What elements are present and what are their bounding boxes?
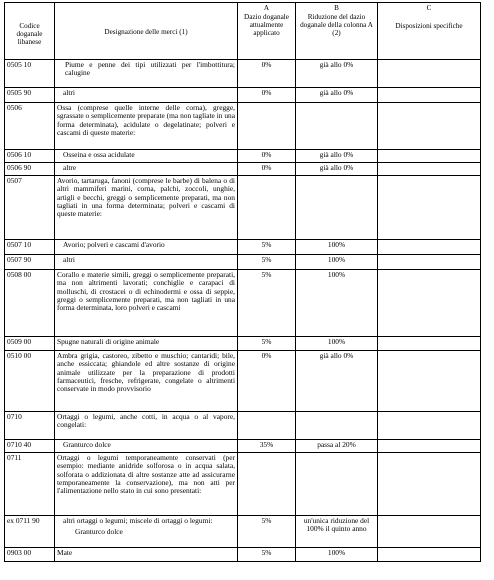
- row-description: Ortaggi o legumi, anche cotti, in acqua o al vapore, congelati:: [55, 412, 238, 440]
- row-col-c: [378, 240, 481, 255]
- row-col-c: [378, 516, 481, 548]
- row-col-a: [238, 412, 296, 440]
- row-col-b: già allo 0%: [296, 88, 378, 103]
- table-row: [5, 176, 481, 240]
- row-col-c: [378, 88, 481, 103]
- tariff-table: [4, 2, 481, 562]
- table-row: [5, 440, 481, 453]
- row-description: Granturco dolce: [55, 440, 238, 453]
- row-col-a: [238, 176, 296, 240]
- row-code: 0711: [5, 453, 55, 516]
- row-col-b: passa al 20%: [296, 440, 378, 453]
- row-code: 0505 90: [5, 88, 55, 103]
- row-col-b: [296, 453, 378, 516]
- header-col-c: C Disposizioni specifiche: [378, 3, 481, 60]
- row-col-b: 100%: [296, 337, 378, 351]
- row-col-c: [378, 176, 481, 240]
- row-col-c: [378, 453, 481, 516]
- row-description-main: altri ortaggi o legumi; miscele di ortaggi o legumi:: [63, 516, 213, 525]
- row-col-a: 0%: [238, 88, 296, 103]
- table-row: [5, 516, 481, 548]
- row-code: 0509 00: [5, 337, 55, 351]
- row-col-b: [296, 103, 378, 150]
- table-row: [5, 163, 481, 176]
- row-col-b: 100%: [296, 240, 378, 255]
- table-row: [5, 255, 481, 270]
- row-description: Mate: [55, 548, 238, 562]
- row-description: Osseina e ossa acidulate: [55, 150, 238, 163]
- row-col-b: 100%: [296, 548, 378, 562]
- row-description: altri: [55, 88, 238, 103]
- row-description: Ossa (comprese quelle interne delle corna), gregge, sgrassate o semplicemente preparate (ma non tagliate in una forma determinata), acidulate o degelatinate; polveri e cascami di queste materie:: [55, 103, 238, 150]
- row-code: 0506 90: [5, 163, 55, 176]
- row-col-c: [378, 440, 481, 453]
- table-row: [5, 240, 481, 255]
- table-row: [5, 453, 481, 516]
- row-col-a: 5%: [238, 270, 296, 337]
- row-code: 0710: [5, 412, 55, 440]
- table-row: [5, 548, 481, 562]
- row-code: 0505 10: [5, 60, 55, 88]
- row-description: altri: [55, 255, 238, 270]
- row-col-a: 0%: [238, 351, 296, 412]
- table-row: [5, 337, 481, 351]
- table-row: [5, 103, 481, 150]
- row-col-c: [378, 255, 481, 270]
- header-row: [5, 3, 481, 60]
- row-col-c: [378, 163, 481, 176]
- row-col-a: 0%: [238, 150, 296, 163]
- row-col-c: [378, 548, 481, 562]
- table-row: [5, 150, 481, 163]
- row-description: Corallo e materie simili, greggi o semplicemente preparati, ma non altrimenti lavorati; conchiglie e carapaci di molluschi, di crostacei o di echinodermi e ossa di seppie, greggi o semplicemente preparati, ma non tagliati in una forma determinata, loro polveri e cascami: [55, 270, 238, 337]
- table-row: [5, 412, 481, 440]
- row-description: Spugne naturali di origine animale: [55, 337, 238, 351]
- row-description: Avorio, tartaruga, fanoni (comprese le barbe) di balena o di altri mammiferi marini, corna, palchi, zoccoli, unghie, artigli e becchi, greggi o semplicemente preparati, ma non tagliati in una forma determinata; polveri e cascami di queste materie:: [55, 176, 238, 240]
- row-description-sub: Granturco dolce: [75, 527, 123, 537]
- row-col-a: [238, 453, 296, 516]
- row-col-a: 5%: [238, 240, 296, 255]
- row-description: Avorio; polveri e cascami d'avorio: [55, 240, 238, 255]
- row-col-b: un'unica riduzione del 100% il quinto anno: [296, 516, 378, 548]
- row-col-c: [378, 150, 481, 163]
- row-col-b: 100%: [296, 270, 378, 337]
- row-col-c: [378, 337, 481, 351]
- row-col-c: [378, 351, 481, 412]
- header-description: Designazione delle merci (1): [55, 3, 238, 60]
- row-col-a: 0%: [238, 60, 296, 88]
- row-code: ex 0711 90: [5, 516, 55, 548]
- row-col-a: 0%: [238, 163, 296, 176]
- row-description: [55, 516, 238, 548]
- row-col-b: [296, 176, 378, 240]
- table-row: [5, 270, 481, 337]
- row-description: Ambra grigia, castoreo, zibetto e muschio; cantaridi; bile, anche essiccata; ghiandole ed altre sostanze di origine animale utilizzate per la preparazione di prodotti farmaceutici, fresche, refrigerate, congelate o altrimenti conservate in modo provvisorio: [55, 351, 238, 412]
- row-code: 0507 10: [5, 240, 55, 255]
- row-col-a: 35%: [238, 440, 296, 453]
- table-row: [5, 351, 481, 412]
- row-code: 0506 10: [5, 150, 55, 163]
- header-code: Codice doganale libanese: [5, 3, 55, 60]
- table-row: [5, 88, 481, 103]
- row-col-c: [378, 412, 481, 440]
- header-col-a: A Dazio doganale attualmente applicato: [238, 3, 296, 60]
- row-description: Ortaggi o legumi temporaneamente conservati (per esempio: mediante anidride solforosa o in acqua salata, solforata o addizionata di altre sostanze atte ad assicurarne temporaneamente la conservazione), ma non atti per l'alimentazione nello stato in cui sono presentati:: [55, 453, 238, 516]
- row-code: 0507: [5, 176, 55, 240]
- row-col-a: 5%: [238, 516, 296, 548]
- row-col-b: già allo 0%: [296, 150, 378, 163]
- row-col-c: [378, 60, 481, 88]
- table-row: [5, 60, 481, 88]
- row-col-b: [296, 412, 378, 440]
- row-col-b: già allo 0%: [296, 351, 378, 412]
- row-col-a: 5%: [238, 548, 296, 562]
- row-col-a: 5%: [238, 337, 296, 351]
- row-col-a: [238, 103, 296, 150]
- row-code: 0507 90: [5, 255, 55, 270]
- row-code: 0510 00: [5, 351, 55, 412]
- row-code: 0710 40: [5, 440, 55, 453]
- row-code: 0508 00: [5, 270, 55, 337]
- row-description: altre: [55, 163, 238, 176]
- row-col-b: già allo 0%: [296, 60, 378, 88]
- row-description: Piume e penne dei tipi utilizzati per l'imbottitura; calugine: [55, 60, 238, 88]
- header-col-b: B Riduzione del dazio doganale della colonna A (2): [296, 3, 378, 60]
- row-col-c: [378, 270, 481, 337]
- row-code: 0903 00: [5, 548, 55, 562]
- row-col-b: già allo 0%: [296, 163, 378, 176]
- row-col-b: 100%: [296, 255, 378, 270]
- row-code: 0506: [5, 103, 55, 150]
- row-col-c: [378, 103, 481, 150]
- row-col-a: 5%: [238, 255, 296, 270]
